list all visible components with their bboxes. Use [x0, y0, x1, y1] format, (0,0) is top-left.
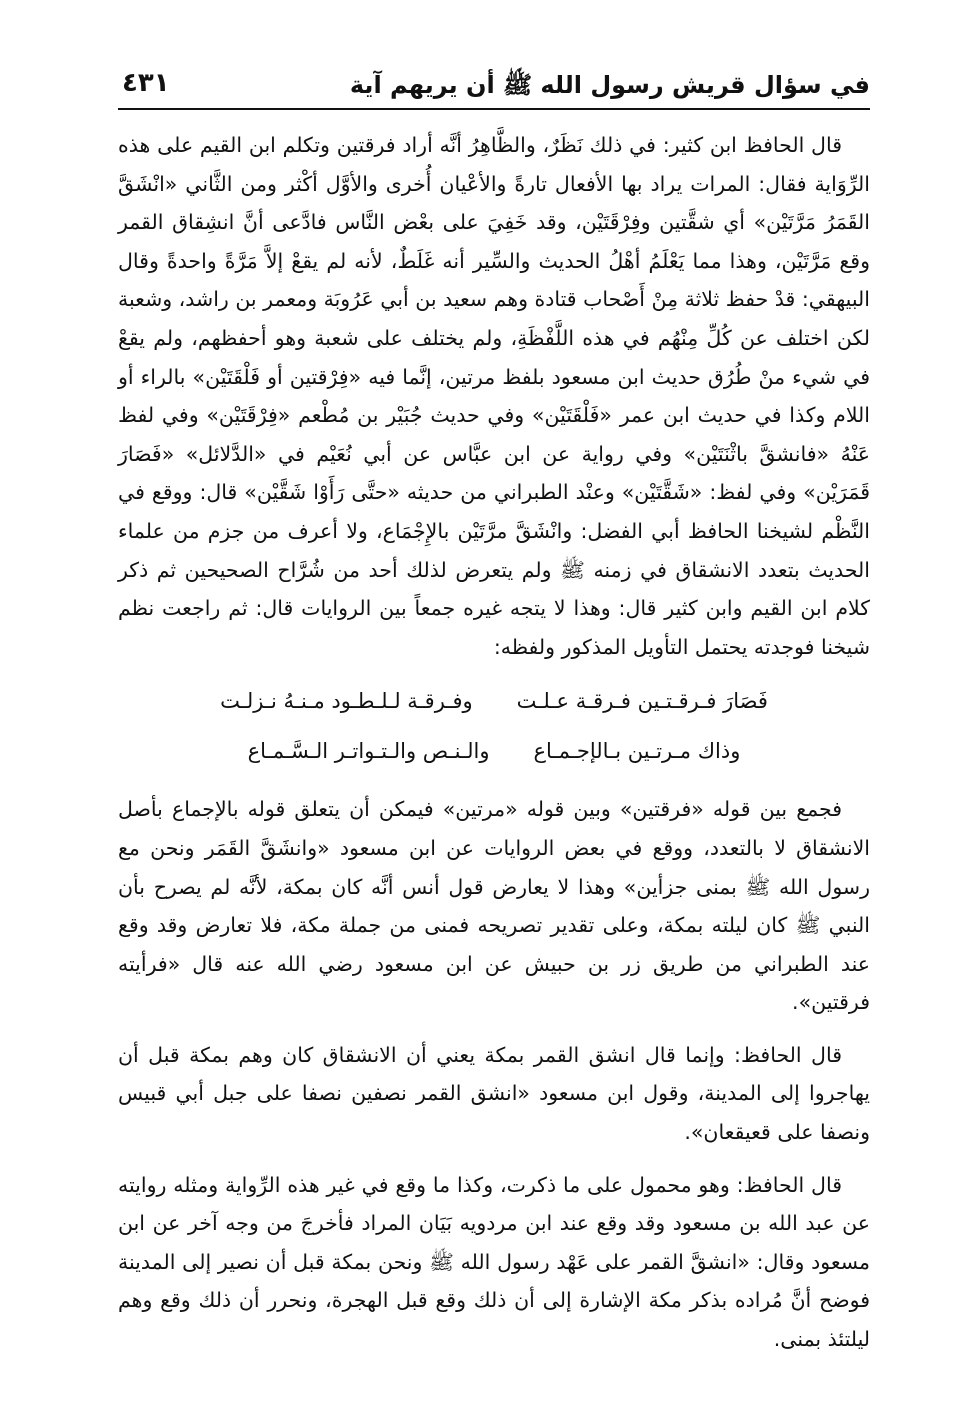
chapter-title: في سؤال قريش رسول الله ﷺ أن يريهم آية [349, 71, 870, 99]
poem [118, 676, 870, 776]
running-header [118, 66, 870, 106]
poem-verse [118, 726, 870, 776]
paragraph-ibn-kathir: قال الحافظ ابن كثير: في ذلك نَظَرٌ، والظَّاهِرُ أنَّه أراد فرقتين وتكلم ابن القيم على هذه الرِّوَاية فقال: المرات يراد بها الأفعال تارةً والأعْيان أُخرى والأوَّل أكْثر ومن الثَّاني «انْشَقَّ القَمَرُ مَرَّتَيْن» أي شقَّتين وفِرْقَتَيْن، وقد خَفِيَ على بعْض النَّاس فادَّعى أنَّ انشِقاق القمر وقع مَرَّتَيْن، وهذا مما يَعْلَمُ أهْلُ الحديث والسِّير أنه غَلَطٌ، لأنه لم يقعْ إلاَّ مَرَّةً واحدةً وقال البيهقي: قدْ حفظ ثلاثة مِنْ أَصْحاب قتادة وهم سعيد بن أبي عَرُوبَة ومعمر بن راشد، وشعبة لكن اختلف عن كُلِّ مِنْهُم في هذه اللَّفْظَةِ، ولم يختلف على شعبة وهو أحفظهم، ولم يقعْ في شيء منْ طُرُق حديث ابن مسعود بلفظ مرتين، إنَّما فيه «فِرْقتين أو فَلْقَتَيْن» بالراء أو اللام وكذا في حديث ابن عمر «فَلْقَتَيْن» وفي حديث جُبَيْر بن مُطْعم «فِرْقَتَيْن» وفي لفظ عَنْهُ «فانشقَّ باثْنَتَيْن» وفي رواية عن ابن عبَّاس عن أبي نُعَيْم في «الدَّلائل» «فَصَارَ قَمَرَيْن» وفي لفظ: «شَقَّتَيْن» وعنْد الطبراني من حديثه «حتَّى رَأَوْا شَقَّيْن» قال: ووقع في النَّظْم لشيخنا الحافظ أبي الفضل: وانْشَقَّ مرَّتَيْن بالإِجْمَاع، ولا أعرف من جزم من علماء الحديث بتعدد الانشقاق في زمنه ﷺ ولم يتعرض لذلك أحد من شُرَّاح الصحيحين ثم ذكر كلام ابن القيم وابن كثير قال: وهذا لا يتجه غيره جمعاً بين الروايات قال: ثم راجعت نظم شيخنا فوجدته يحتمل التأويل المذكور ولفظه: [118, 133, 870, 659]
poem-hemistich-second: والـنـص والـتـواتـر الـسَّـمـاع [247, 739, 490, 764]
poem-verse [118, 676, 870, 726]
poem-hemistich-second: وفـرقـة لـلـطـود مـنـهُ نـزلـت [220, 689, 473, 714]
paragraph-hafiz-interpretation: قال الحافظ: وهو محمول على ما ذكرت، وكذا ما وقع في غير هذه الرِّواية ومثله روايته عن عبد الله بن مسعود وقد وقع عند ابن مردويه بَيَان المراد فأخرجَ من وجه آخر عن ابن مسعود وقال: «انشقَّ القمر على عَهْد رسول الله ﷺ ونحن بمكة قبل أن نصير إلى المدينة فوضح أنَّ مُراده بذكر مكة الإشارة إلى أن ذلك وقع قبل الهجرة، ونحرر أن ذلك وقع وهم ليلتئذ بمنى. [118, 1172, 870, 1352]
page-number: ٤٣١ [122, 68, 170, 98]
paragraph-hafiz-mecca: قال الحافظ: وإنما قال انشق القمر بمكة يعني أن الانشقاق كان وهم بمكة قبل أن يهاجروا إلى المدينة، وقول ابن مسعود «انشق القمر نصفين نصفا على جبل أبي قبيس ونصفا على قعيقعان». [118, 1042, 870, 1145]
header-divider [118, 108, 870, 110]
poem-hemistich-first: فَصَارَ فـرقـتـين فـرقـة عـلـت [516, 689, 768, 714]
page-body [118, 126, 870, 1359]
paragraph-combination: فجمع بين قوله «فرقتين» وبين قوله «مرتين» فيمكن أن يتعلق قوله بالإجماع بأصل الانشقاق لا بالتعدد، ووقع في بعض الروايات عن ابن مسعود «وانشَقَّ القَمَر ونحن مع رسول الله ﷺ بمنى جزأين» وهذا لا يعارض قول أنس أنَّه كان بمكة، لأنَّه لم يصرح بأن النبي ﷺ كان ليلته بمكة، وعلى تقدير تصريحه فمنى من جملة مكة، فلا تعارض وقد وقع عند الطبراني من طريق زر بن حبيش عن ابن مسعود رضي الله عنه قال «فرأيته فرقتين». [118, 797, 870, 1015]
poem-hemistich-first: وذاك مـرتـين بـالإجـمـاع [533, 739, 741, 764]
